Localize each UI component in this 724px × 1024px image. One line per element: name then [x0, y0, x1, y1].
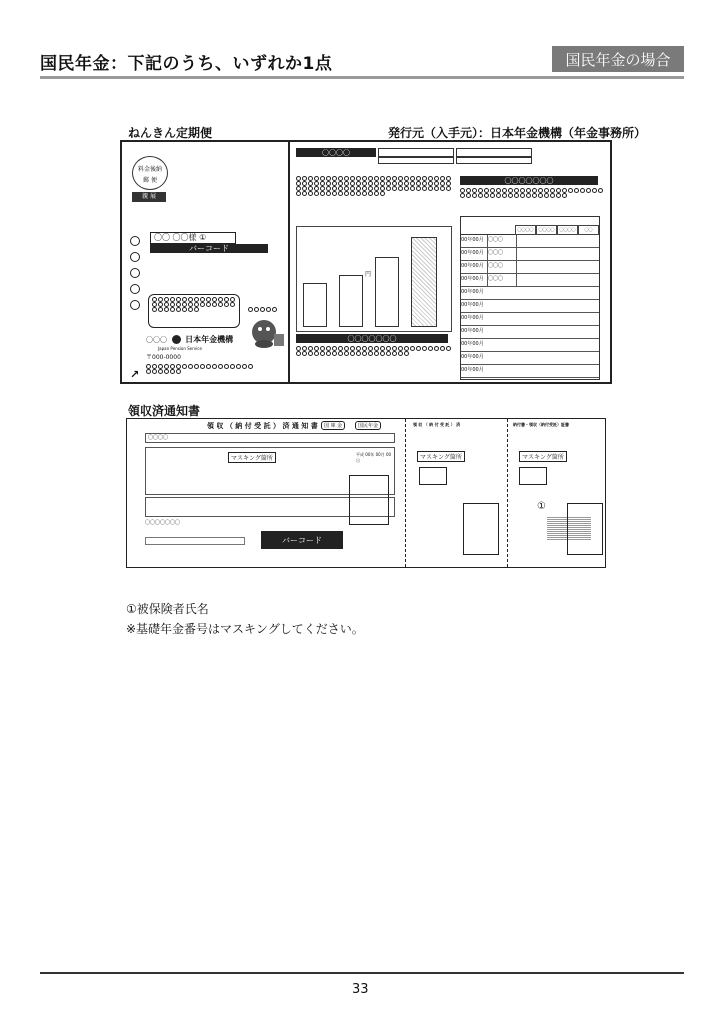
right-box — [519, 467, 547, 485]
org-logo-dot — [172, 335, 181, 344]
receipt-bottom-code — [145, 537, 245, 545]
perforation-1 — [405, 419, 406, 567]
right-marker: ① — [537, 501, 546, 512]
table-row: 00年00月 — [461, 287, 599, 300]
postcode: 〒000-0000 — [146, 354, 181, 361]
th-2: 〇〇〇〇 — [536, 225, 557, 235]
perforation-2 — [507, 419, 508, 567]
receipt-date: 平成 00年 00月 00日 — [356, 452, 392, 463]
table-row: 00年00月 — [461, 365, 599, 378]
mid-mask-label: マスキング箇所 — [417, 451, 465, 462]
org-logo-line — [146, 334, 233, 345]
card1-caption-right: 発行元（入手元）：日本年金機構（年金事務所） — [388, 126, 647, 140]
stamp-tag: 親 展 — [132, 192, 166, 202]
mid-title: 領 収 （ 納 付 受 託 ） 済 — [413, 422, 461, 427]
stamp-line2: 郵 便 — [143, 177, 157, 184]
recipient-name: 〇〇 〇〇様 — [154, 233, 197, 242]
mascot-image — [250, 318, 286, 350]
th-1: 〇〇〇〇 — [515, 225, 536, 235]
right-mask-label: マスキング箇所 — [519, 451, 567, 462]
org-prefix: 〇〇〇 — [146, 336, 167, 344]
card1-caption-left: ねんきん定期便 — [128, 126, 213, 140]
right-amount-box — [567, 503, 603, 555]
page-header — [40, 46, 684, 76]
page-title: 国民年金：下記のうち、いずれか1点 — [40, 54, 333, 74]
right-title: 納付書・領収（納付受託）証書 — [513, 422, 569, 427]
footer-dots — [146, 364, 256, 374]
table-row: 00年00月 〇〇〇 — [461, 274, 599, 287]
section-tag: 国民年金の場合 — [552, 46, 684, 72]
postage-stamp — [132, 156, 168, 190]
bottom-text-dots — [296, 346, 452, 356]
recipient-marker: ① — [199, 233, 207, 242]
address-bubble — [148, 294, 240, 328]
header-rule — [40, 76, 684, 79]
card1-divider — [288, 142, 290, 382]
stamp-line1: 料金後納 — [137, 166, 162, 173]
receipt-tag1: 国 庫 金 — [321, 421, 345, 430]
bar-1 — [303, 283, 327, 327]
side-holes — [130, 236, 142, 346]
org-name: 日本年金機構 — [185, 335, 234, 344]
receipt-tag2: 国民年金 — [355, 421, 381, 430]
card2-caption: 領収済通知書 — [128, 404, 201, 418]
footer-rule — [40, 972, 684, 974]
return-arrow-icon: ↗ — [130, 368, 140, 381]
note-masking: ※基礎年金番号はマスキングしてください。 — [126, 622, 364, 636]
table-row: 00年00月 〇〇〇 — [461, 248, 599, 261]
th-3: 〇〇〇〇 — [557, 225, 578, 235]
right-text-dots — [460, 188, 606, 198]
table-row: 00年00月 〇〇〇 — [461, 261, 599, 274]
table-row: 00年00月 — [461, 352, 599, 365]
th-4: 〇〇 — [578, 225, 599, 235]
receipt-left-code: 〇〇〇〇 — [148, 435, 169, 441]
receipt-barcode: バーコード — [261, 531, 343, 549]
mid-box — [419, 467, 447, 485]
org-sub: Japan Pension Service — [158, 346, 202, 351]
amount-box — [349, 475, 389, 525]
body-text-dots — [296, 176, 452, 196]
note-insured-name: ①被保険者氏名 — [126, 602, 209, 616]
bar-2 — [339, 275, 363, 327]
bar-illustration — [296, 226, 452, 332]
table-row: 00年00月 — [461, 326, 599, 339]
mid-amount-box — [463, 503, 499, 555]
table-row: 00年00月 — [461, 313, 599, 326]
table-row: 00年00月 〇〇〇 — [461, 235, 599, 248]
top-code: 〇〇〇〇 — [296, 148, 376, 157]
table-row: 00年00月 — [461, 300, 599, 313]
bottom-banner: 〇〇〇〇〇〇〇 — [296, 334, 448, 343]
barcode-bar: バーコード — [150, 244, 268, 253]
bar-4 — [411, 237, 437, 327]
bar-unit: 円 — [365, 271, 372, 278]
table-row: 00年00月 — [461, 339, 599, 352]
history-table — [460, 216, 600, 380]
history-table-header — [461, 217, 599, 235]
history-rows — [461, 235, 599, 378]
mask-label: マスキング箇所 — [228, 452, 276, 463]
receipt-code-row — [145, 433, 395, 443]
receipt-main-title: 領 収 （ 納 付 受 託 ） 済 通 知 書 — [207, 422, 318, 430]
bar-3 — [375, 257, 399, 327]
mascot-caption — [248, 306, 278, 313]
right-banner: 〇〇〇〇〇〇〇 — [460, 176, 598, 185]
receipt-slot-label: 〇〇〇〇〇〇〇 — [145, 520, 181, 526]
receipt-form — [126, 418, 606, 568]
top-code-band — [292, 146, 612, 166]
page-number: 33 — [352, 982, 369, 997]
nenkin-card — [120, 140, 612, 384]
